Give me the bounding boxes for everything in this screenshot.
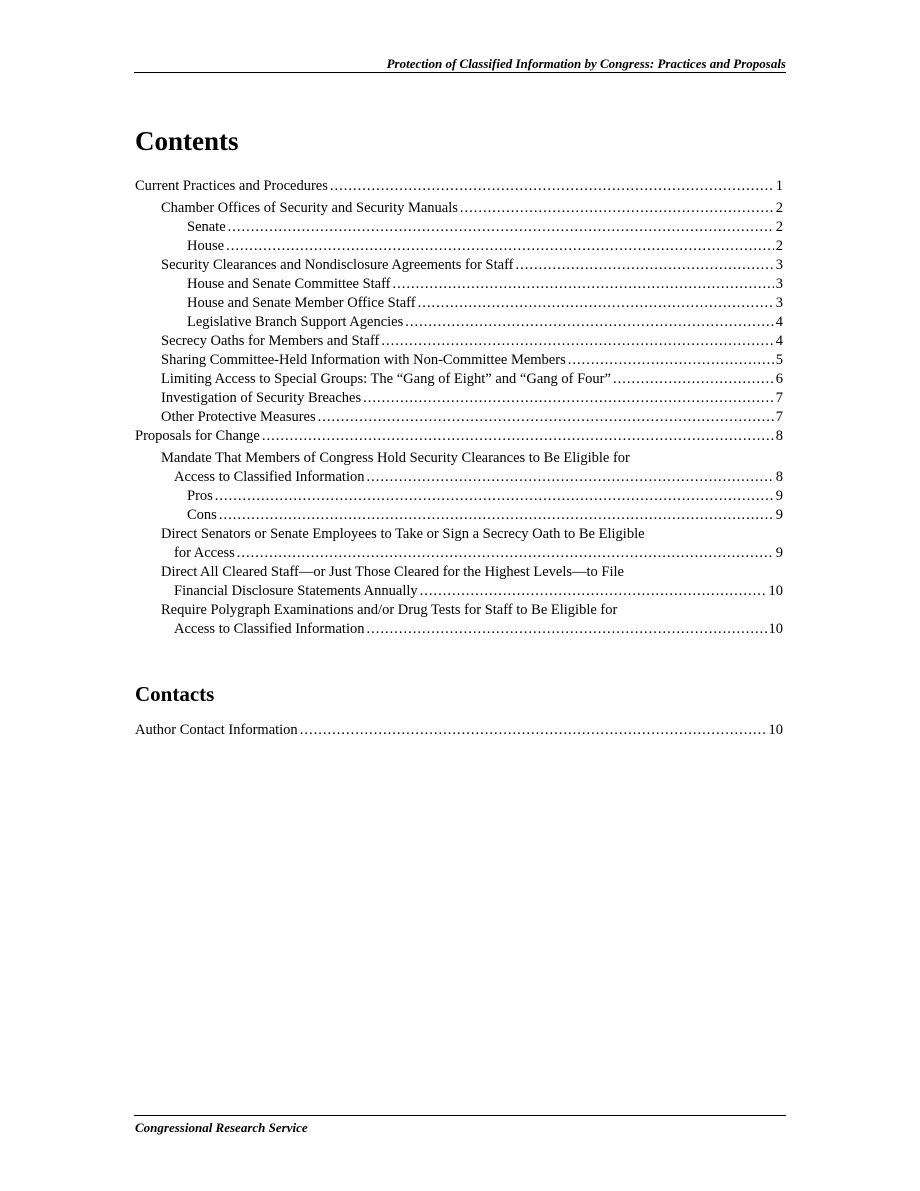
contents-heading: Contents: [135, 126, 239, 156]
toc-entry-title: Sharing Committee-Held Information with Non-Committee Members: [161, 352, 566, 368]
toc-entry-title: Security Clearances and Nondisclosure Agreements for Staff: [161, 257, 514, 273]
toc-entry[interactable]: [135, 506, 783, 525]
toc-entry-title: Chamber Offices of Security and Security Manuals: [161, 200, 458, 216]
toc-entry-page: 3: [775, 257, 783, 273]
toc-entry-title: House: [187, 238, 225, 254]
toc-entry-title-continued: Access to Classified Information: [174, 469, 365, 485]
toc-entry[interactable]: [135, 199, 783, 218]
toc-entry[interactable]: [135, 256, 783, 275]
toc-entry-title-continued: Access to Classified Information: [174, 621, 365, 637]
toc-entry-page: 10: [768, 722, 783, 738]
toc-entry[interactable]: [135, 294, 783, 313]
toc-entry-title: Legislative Branch Support Agencies: [187, 314, 404, 330]
dot-leader: [226, 237, 774, 256]
toc-entry-title-continued: Financial Disclosure Statements Annually: [174, 583, 418, 599]
toc-entry-title: Limiting Access to Special Groups: The “Gang of Eight” and “Gang of Four”: [161, 371, 611, 387]
dot-leader: [366, 620, 766, 639]
toc-entry-title: Secrecy Oaths for Members and Staff: [161, 333, 380, 349]
toc-entry[interactable]: [135, 351, 783, 370]
dot-leader: [215, 487, 774, 506]
toc-entry-title: Direct All Cleared Staff—or Just Those Cleared for the Highest Levels—to File: [161, 564, 624, 580]
toc-entry[interactable]: [135, 237, 783, 256]
dot-leader: [228, 218, 774, 237]
toc-entry-page: 9: [775, 488, 783, 504]
toc-entry-page: 2: [775, 200, 783, 216]
toc-entry-page: 2: [775, 219, 783, 235]
toc-entry[interactable]: [135, 313, 783, 332]
dot-leader: [363, 389, 774, 408]
dot-leader: [420, 582, 767, 601]
toc-entry[interactable]: [135, 275, 783, 294]
dot-leader: [393, 275, 774, 294]
dot-leader: [237, 544, 774, 563]
dot-leader: [262, 427, 774, 446]
dot-leader: [515, 256, 773, 275]
toc-entry-title: Senate: [187, 219, 226, 235]
header-rule: [134, 72, 786, 73]
dot-leader: [405, 313, 774, 332]
footer-text: Congressional Research Service: [135, 1120, 308, 1135]
toc-entry[interactable]: [135, 525, 783, 563]
toc-entry-page: 10: [768, 621, 783, 637]
toc-entry[interactable]: [135, 332, 783, 351]
toc-entry[interactable]: [135, 449, 783, 487]
toc-entry[interactable]: [135, 427, 783, 446]
toc-entry-page: 8: [775, 469, 783, 485]
toc-entry[interactable]: [135, 487, 783, 506]
contacts-list: [135, 721, 783, 740]
toc-entry[interactable]: [135, 601, 783, 639]
toc-entry-page: 2: [775, 238, 783, 254]
dot-leader: [460, 199, 774, 218]
toc-entry-title: Proposals for Change: [135, 428, 260, 444]
dot-leader: [330, 177, 774, 196]
toc-entry[interactable]: [135, 177, 783, 196]
toc-entry[interactable]: [135, 218, 783, 237]
toc-entry-page: 5: [775, 352, 783, 368]
running-header: Protection of Classified Information by Congress: Practices and Proposals: [386, 56, 786, 71]
toc-entry-title: Pros: [187, 488, 213, 504]
toc-entry-title: Direct Senators or Senate Employees to Take or Sign a Secrecy Oath to Be Eligible: [161, 526, 645, 542]
toc-entry-title: House and Senate Committee Staff: [187, 276, 391, 292]
toc-entry-page: 3: [775, 295, 783, 311]
dot-leader: [300, 721, 767, 740]
toc-entry-page: 4: [775, 314, 783, 330]
toc-entry[interactable]: [135, 563, 783, 601]
toc-entry-title: Require Polygraph Examinations and/or Drug Tests for Staff to Be Eligible for: [161, 602, 618, 618]
contacts-heading: Contacts: [135, 682, 215, 706]
toc-entry-page: 9: [775, 507, 783, 523]
toc-entry-title: Current Practices and Procedures: [135, 178, 328, 194]
toc-entry-page: 8: [775, 428, 783, 444]
toc-entry-page: 3: [775, 276, 783, 292]
toc-entry-page: 4: [775, 333, 783, 349]
footer-rule: [134, 1115, 786, 1116]
toc-entry-page: 7: [775, 390, 783, 406]
dot-leader: [381, 332, 773, 351]
toc-entry[interactable]: [135, 408, 783, 427]
toc-entry[interactable]: [135, 389, 783, 408]
toc-entry-title: Mandate That Members of Congress Hold Security Clearances to Be Eligible for: [161, 450, 630, 466]
toc-entry-page: 10: [768, 583, 783, 599]
dot-leader: [418, 294, 774, 313]
dot-leader: [219, 506, 774, 525]
toc-entry-title: Investigation of Security Breaches: [161, 390, 362, 406]
toc-entry[interactable]: [135, 370, 783, 389]
toc-entry-title: Author Contact Information: [135, 722, 298, 738]
toc-entry[interactable]: [135, 721, 783, 740]
table-of-contents: [135, 177, 783, 639]
toc-entry-page: 6: [775, 371, 783, 387]
dot-leader: [613, 370, 774, 389]
dot-leader: [318, 408, 774, 427]
toc-entry-page: 9: [775, 545, 783, 561]
toc-entry-title: Other Protective Measures: [161, 409, 316, 425]
toc-entry-page: 7: [775, 409, 783, 425]
toc-entry-page: 1: [775, 178, 783, 194]
toc-entry-title: Cons: [187, 507, 217, 523]
toc-entry-title: House and Senate Member Office Staff: [187, 295, 416, 311]
dot-leader: [366, 468, 773, 487]
toc-entry-title-continued: for Access: [174, 545, 235, 561]
dot-leader: [568, 351, 774, 370]
